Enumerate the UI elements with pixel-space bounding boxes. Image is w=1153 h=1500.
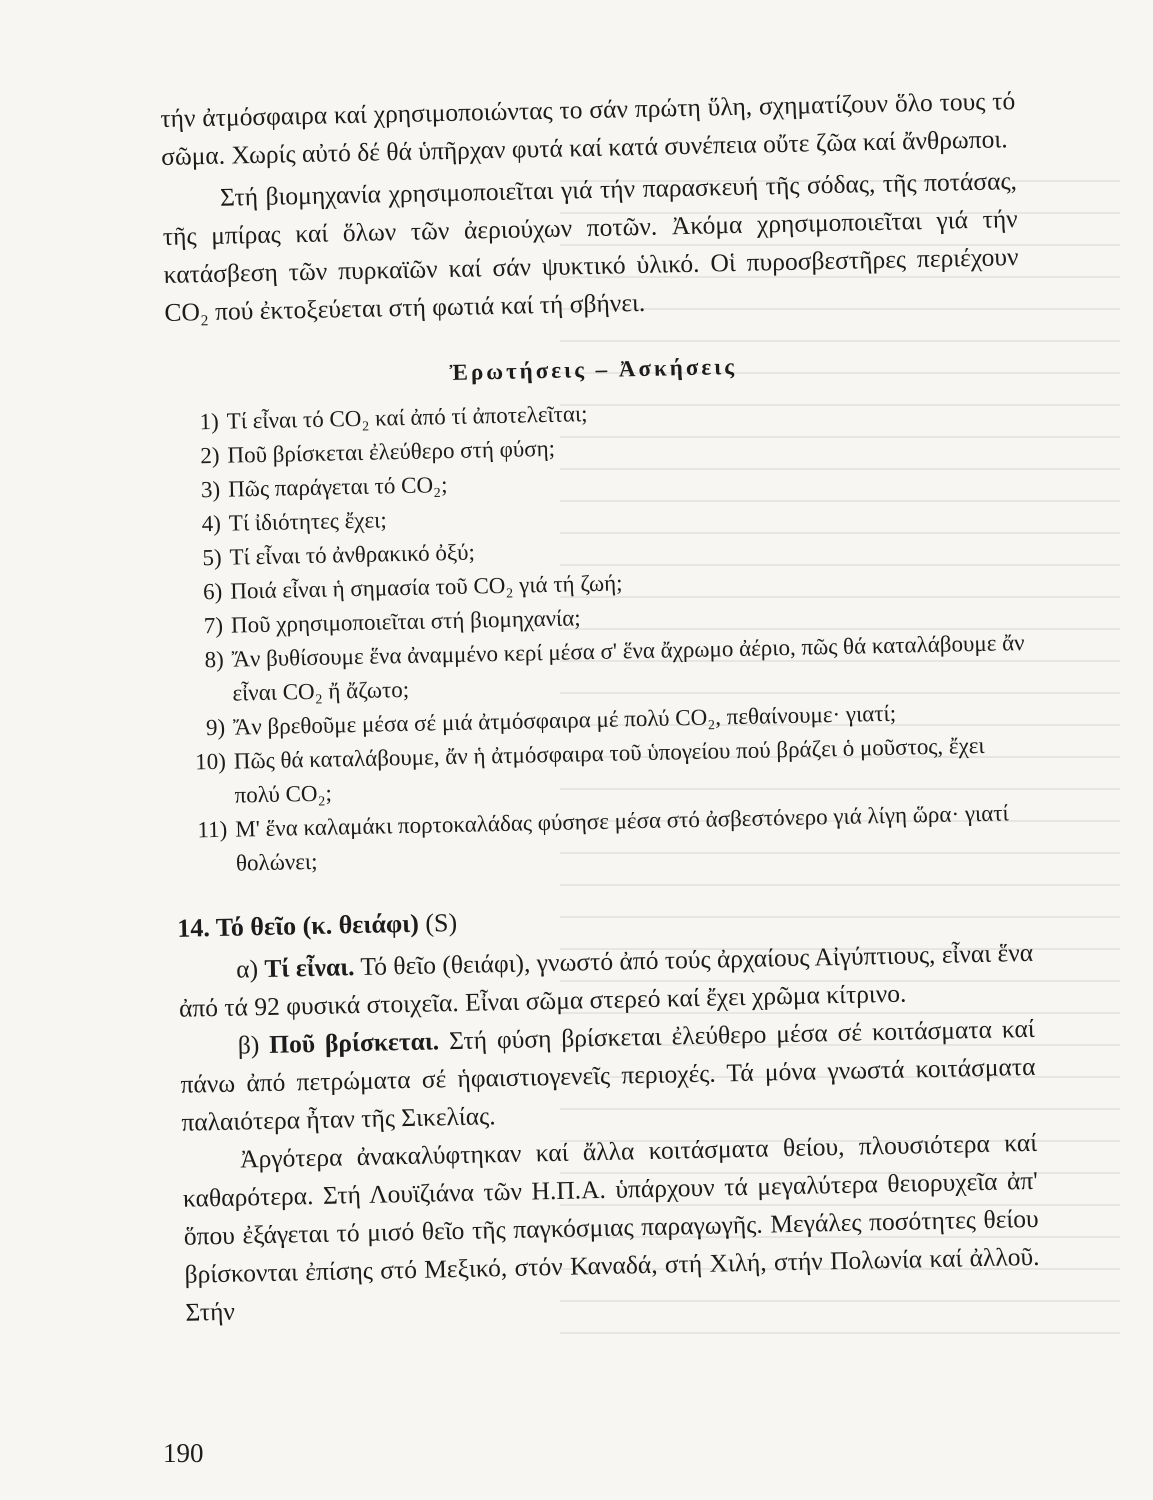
text-block [160,82,1041,1332]
section-a-text: Τό θεῖο (θειάφι), γνωστό ἀπό τούς ἀρχαίους Αἰγύπτιους, εἶναι ἕνα ἀπό τά 92 φυσικά στοιχεῖα. Εἶναι σῶμα στερεό καί ἔχει χρῶμα κίτρινο. [178,937,1034,1023]
question-text: Πῶς θά καταλάβουμε, ἄν ἡ ἀτμόσφαιρα τοῦ ὑπογείου πού βράζει ὁ μοῦστος, ἔχει πολύ CO₂; [233,732,985,808]
question-number: 8) [204,646,224,673]
section-a-heading: Τί εἶναι. [264,952,355,983]
question-text: Μ' ἕνα καλαμάκι πορτοκαλάδας φύσησε μέσα στό ἀσβεστόνερο γιά λίγη ὥρα· γιατί θολώνει; [235,800,1009,876]
question-number: 3) [200,476,221,503]
intro-paragraph-2: Στή βιομηχανία χρησιμοποιεῖται γιά τήν παρασκευή τῆς σόδας, τῆς ποτάσας, τῆς μπίρας καί ὅλων τῶν ἀεριούχων ποτῶν. Ἀκόμα χρησιμοποιεῖται γιά τήν κατάσβεση τῶν πυρκαϊῶν καί σάν ψυκτικό ὑλικό. Οἱ πυροσβεστῆρες περιέχουν CO₂ πού ἐκτοξεύεται στή φωτιά καί τή σβήνει. [162,166,1019,327]
question-text: Ποῦ βρίσκεται ἐλεύθερο στή φύση; [227,435,556,468]
question-text: Ποῦ χρησιμοποιεῖται στή βιομηχανία; [230,605,581,638]
question-number: 4) [201,510,222,537]
section-title-text: 14. Τό θεῖο (κ. θειάφι) [177,908,420,943]
questions-list [166,388,1031,882]
question-text: Ποιά εἶναι ἡ σημασία τοῦ CO₂ γιά τή ζωή; [230,570,623,604]
question-number: 5) [202,544,222,571]
question-number: 11) [197,816,228,843]
intro-paragraph-1: τήν ἀτμόσφαιρα καί χρησιμοποιώντας το σάν πρώτη ὕλη, σχηματίζουν ὅλο τους τό σῶμα. Χωρίς αὐτό δέ θά ὑπῆρχαν φυτά καί κατά συνέπεια οὔτε ζῶα καί ἄνθρωποι. [160,86,1016,171]
section-b-text: Στή φύση βρίσκεται ἐλεύθερο μέσα σέ κοιτάσματα καί πάνω ἀπό πετρώματα σέ ἡφαιστιογενεῖς περιοχές. Τά μόνα γνωστά κοιτάσματα παλαιότερα ἦταν τῆς Σικελίας. [180,1013,1036,1137]
section-b-label: β) [237,1030,260,1060]
section-b-paragraph [179,1010,1036,1142]
question-number: 10) [194,748,227,775]
page-number: 190 [163,1438,204,1468]
section-b-heading: Ποῦ βρίσκεται. [268,1026,440,1059]
questions-heading: Ἐρωτήσεις – Ἀσκήσεις [449,353,738,385]
question-text: Ἄν βυθίσουμε ἕνα ἀναμμένο κερί μέσα σ' ἕνα ἄχρωμο ἀέριο, πῶς θά καταλάβουμε ἄν εἶναι CO₂ ἤ ἄζωτο; [231,630,1025,706]
question-number: 9) [205,714,226,741]
question-text: Τί ἰδιότητες ἔχει; [228,507,387,536]
section-a-label: α) [235,954,259,984]
question-number: 7) [203,612,224,639]
question-text: Τί εἶναι τό CO₂ καί ἀπό τί ἀποτελεῖται; [226,401,588,434]
section-last-paragraph: Ἀργότερα ἀνακαλύφτηκαν καί ἄλλα κοιτάσματα θείου, πλουσιότερα καί καθαρότερα. Στή Λουϊζιάνα τῶν Η.Π.Α. ὑπάρχουν τά μεγαλύτερα θειορυχεῖα ἀπ' ὅπου ἐξάγεται τό μισό θεῖο τῆς παγκόσμιας παραγωγῆς. Μεγάλες ποσότητες θείου βρίσκονται ἐπίσης στό Μεξικό, στόν Καναδά, στή Χιλή, στήν Πολωνία καί ἀλλοῦ. Στήν [182,1127,1040,1327]
question-number: 6) [202,578,223,605]
question-number: 1) [199,408,220,435]
section-symbol: (S) [425,907,458,938]
question-number: 2) [200,442,220,469]
question-text: Πῶς παράγεται τό CO₂; [227,472,448,502]
question-text: Ἄν βρεθοῦμε μέσα σέ μιά ἀτμόσφαιρα μέ πολύ CO₂, πεθαίνουμε· γιατί; [232,700,897,740]
question-text: Τί εἶναι τό ἀνθρακικό ὀξύ; [229,539,476,570]
